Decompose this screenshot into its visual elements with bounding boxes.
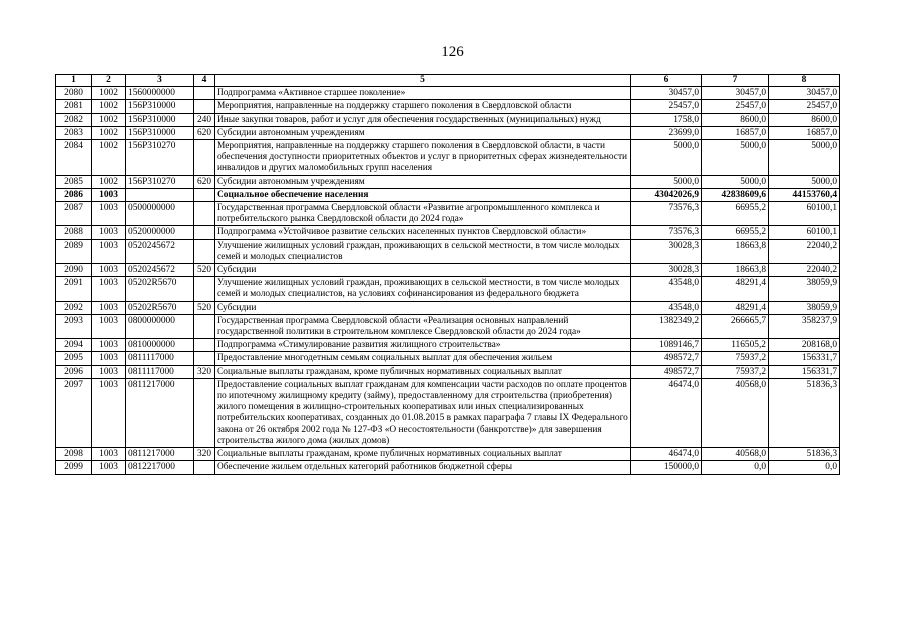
row-number-cell: 2088 [56, 226, 92, 239]
expense-type-cell: 240 [194, 113, 215, 126]
row-number-cell: 2083 [56, 126, 92, 139]
section-code-cell: 1003 [92, 339, 126, 352]
expense-type-cell: 320 [194, 365, 215, 378]
section-code-cell: 1003 [92, 239, 126, 263]
amount-year1-cell: 150000,0 [631, 461, 702, 474]
section-code-cell: 1002 [92, 100, 126, 113]
table-row [56, 277, 840, 301]
amount-year3-cell: 51836,3 [769, 448, 840, 461]
amount-year3-cell: 30457,0 [769, 87, 840, 100]
target-article-cell: 0520000000 [126, 226, 194, 239]
amount-year3-cell: 25457,0 [769, 100, 840, 113]
row-number-cell: 2093 [56, 314, 92, 338]
amount-year3-cell: 0,0 [769, 461, 840, 474]
amount-year3-cell: 51836,3 [769, 378, 840, 447]
expense-type-cell [194, 352, 215, 365]
target-article-cell: 0810000000 [126, 339, 194, 352]
amount-year2-cell: 5000,0 [702, 140, 769, 176]
section-code-cell: 1003 [92, 448, 126, 461]
section-code-cell: 1003 [92, 461, 126, 474]
amount-year1-cell: 43548,0 [631, 301, 702, 314]
item-name-cell: Субсидии [215, 264, 631, 277]
item-name-cell: Социальные выплаты гражданам, кроме публичных нормативных социальных выплат [215, 365, 631, 378]
amount-year3-cell: 5000,0 [769, 140, 840, 176]
item-name-cell: Улучшение жилищных условий граждан, проживающих в сельской местности, в том числе молодых семей и молодых специалистов, на условиях софинансирования из федерального бюджета [215, 277, 631, 301]
column-header: 7 [702, 75, 769, 87]
target-article-cell: 0811217000 [126, 378, 194, 447]
amount-year2-cell: 5000,0 [702, 175, 769, 188]
section-code-cell: 1003 [92, 226, 126, 239]
item-name-cell: Предоставление многодетным семьям социальных выплат для обеспечения жильем [215, 352, 631, 365]
table-row [56, 113, 840, 126]
expense-type-cell: 320 [194, 448, 215, 461]
section-code-cell: 1002 [92, 140, 126, 176]
amount-year2-cell: 0,0 [702, 461, 769, 474]
target-article-cell: 0520245672 [126, 264, 194, 277]
amount-year2-cell: 40568,0 [702, 448, 769, 461]
column-header: 8 [769, 75, 840, 87]
amount-year2-cell: 66955,2 [702, 226, 769, 239]
row-number-cell: 2089 [56, 239, 92, 263]
amount-year2-cell: 116505,2 [702, 339, 769, 352]
row-number-cell: 2097 [56, 378, 92, 447]
page-number: 126 [441, 44, 464, 60]
amount-year2-cell: 75937,2 [702, 365, 769, 378]
row-number-cell: 2080 [56, 87, 92, 100]
amount-year2-cell: 266665,7 [702, 314, 769, 338]
budget-table [55, 74, 840, 475]
table-row [56, 339, 840, 352]
amount-year2-cell: 30457,0 [702, 87, 769, 100]
amount-year1-cell: 1089146,7 [631, 339, 702, 352]
column-header: 5 [215, 75, 631, 87]
amount-year3-cell: 22040,2 [769, 264, 840, 277]
item-name-cell: Социальные выплаты гражданам, кроме публичных нормативных социальных выплат [215, 448, 631, 461]
amount-year3-cell: 38059,9 [769, 301, 840, 314]
target-article-cell: 156P310270 [126, 140, 194, 176]
amount-year3-cell: 156331,7 [769, 365, 840, 378]
item-name-cell: Государственная программа Свердловской области «Развитие агропромышленного комплекса и потребительского рынка Свердловской области до 2024 года» [215, 202, 631, 226]
target-article-cell: 0520245672 [126, 239, 194, 263]
expense-type-cell [194, 314, 215, 338]
target-article-cell: 0811117000 [126, 352, 194, 365]
expense-type-cell [194, 339, 215, 352]
amount-year3-cell: 60100,1 [769, 202, 840, 226]
amount-year1-cell: 23699,0 [631, 126, 702, 139]
row-number-cell: 2082 [56, 113, 92, 126]
amount-year2-cell: 18663,8 [702, 264, 769, 277]
item-name-cell: Иные закупки товаров, работ и услуг для обеспечения государственных (муниципальных) нужд [215, 113, 631, 126]
target-article-cell: 0812217000 [126, 461, 194, 474]
row-number-cell: 2091 [56, 277, 92, 301]
table-row [56, 126, 840, 139]
target-article-cell: 156P310270 [126, 175, 194, 188]
amount-year1-cell: 30028,3 [631, 239, 702, 263]
expense-type-cell [194, 461, 215, 474]
target-article-cell: 156P310000 [126, 126, 194, 139]
table-body [56, 87, 840, 474]
column-header: 3 [126, 75, 194, 87]
row-number-cell: 2094 [56, 339, 92, 352]
expense-type-cell [194, 239, 215, 263]
amount-year3-cell: 22040,2 [769, 239, 840, 263]
item-name-cell: Социальное обеспечение населения [215, 188, 631, 201]
amount-year2-cell: 40568,0 [702, 378, 769, 447]
amount-year3-cell: 208168,0 [769, 339, 840, 352]
row-number-cell: 2098 [56, 448, 92, 461]
column-header: 6 [631, 75, 702, 87]
amount-year2-cell: 16857,0 [702, 126, 769, 139]
item-name-cell: Предоставление социальных выплат гражданам для компенсации части расходов по оплате процентов по ипотечному жилищному кредиту (займу), предоставленному для строительства (приобретения) жилого помещения в жилищно-строительных кооперативах или иных специализированных потребительских кооперативах, созданных до 01.08.2015 в рамках параграфа 7 главы IX Федерального закона от 26 октября 2002 года № 127-ФЗ «О несостоятельности (банкротстве)» для завершения строительства жилого дома (жилых домов) [215, 378, 631, 447]
amount-year1-cell: 30028,3 [631, 264, 702, 277]
target-article-cell: 05202R5670 [126, 301, 194, 314]
section-code-cell: 1002 [92, 87, 126, 100]
amount-year1-cell: 1382349,2 [631, 314, 702, 338]
table-row [56, 100, 840, 113]
amount-year3-cell: 16857,0 [769, 126, 840, 139]
row-number-cell: 2085 [56, 175, 92, 188]
amount-year3-cell: 60100,1 [769, 226, 840, 239]
amount-year1-cell: 5000,0 [631, 140, 702, 176]
amount-year3-cell: 358237,9 [769, 314, 840, 338]
table-header-row [56, 75, 840, 87]
row-number-cell: 2087 [56, 202, 92, 226]
item-name-cell: Подпрограмма «Устойчивое развитие сельских населенных пунктов Свердловской области» [215, 226, 631, 239]
expense-type-cell [194, 226, 215, 239]
amount-year1-cell: 1758,0 [631, 113, 702, 126]
amount-year2-cell: 42838609,6 [702, 188, 769, 201]
table-row [56, 314, 840, 338]
row-number-cell: 2095 [56, 352, 92, 365]
target-article-cell: 0811117000 [126, 365, 194, 378]
section-code-cell: 1003 [92, 314, 126, 338]
table-row [56, 202, 840, 226]
section-code-cell: 1003 [92, 202, 126, 226]
expense-type-cell [194, 140, 215, 176]
column-header: 2 [92, 75, 126, 87]
expense-type-cell: 620 [194, 126, 215, 139]
target-article-cell: 05202R5670 [126, 277, 194, 301]
item-name-cell: Подпрограмма «Активное старшее поколение» [215, 87, 631, 100]
expense-type-cell: 520 [194, 301, 215, 314]
row-number-cell: 2081 [56, 100, 92, 113]
table-row [56, 175, 840, 188]
table-row [56, 264, 840, 277]
table-row [56, 226, 840, 239]
item-name-cell: Субсидии [215, 301, 631, 314]
row-number-cell: 2096 [56, 365, 92, 378]
item-name-cell: Субсидии автономным учреждениям [215, 126, 631, 139]
expense-type-cell [194, 188, 215, 201]
column-header: 1 [56, 75, 92, 87]
section-code-cell: 1003 [92, 365, 126, 378]
amount-year1-cell: 73576,3 [631, 226, 702, 239]
amount-year1-cell: 30457,0 [631, 87, 702, 100]
amount-year1-cell: 46474,0 [631, 448, 702, 461]
amount-year3-cell: 38059,9 [769, 277, 840, 301]
section-code-cell: 1003 [92, 301, 126, 314]
target-article-cell: 0800000000 [126, 314, 194, 338]
item-name-cell: Обеспечение жильем отдельных категорий работников бюджетной сферы [215, 461, 631, 474]
amount-year2-cell: 25457,0 [702, 100, 769, 113]
table-row [56, 188, 840, 201]
table-row [56, 301, 840, 314]
amount-year1-cell: 498572,7 [631, 365, 702, 378]
expense-type-cell [194, 202, 215, 226]
expense-type-cell [194, 100, 215, 113]
amount-year1-cell: 46474,0 [631, 378, 702, 447]
row-number-cell: 2084 [56, 140, 92, 176]
expense-type-cell [194, 378, 215, 447]
row-number-cell: 2086 [56, 188, 92, 201]
item-name-cell: Мероприятия, направленные на поддержку старшего поколения в Свердловской области [215, 100, 631, 113]
amount-year2-cell: 66955,2 [702, 202, 769, 226]
target-article-cell: 0811217000 [126, 448, 194, 461]
amount-year1-cell: 5000,0 [631, 175, 702, 188]
item-name-cell: Улучшение жилищных условий граждан, проживающих в сельской местности, в том числе молодых семей и молодых специалистов [215, 239, 631, 263]
amount-year1-cell: 43042026,9 [631, 188, 702, 201]
column-header: 4 [194, 75, 215, 87]
table-row [56, 239, 840, 263]
amount-year2-cell: 8600,0 [702, 113, 769, 126]
item-name-cell: Мероприятия, направленные на поддержку старшего поколения в Свердловской области, в части обеспечения доступности приоритетных объектов и услуг в приоритетных сферах жизнедеятельности инвалидов и других маломобильных групп населения [215, 140, 631, 176]
table-row [56, 461, 840, 474]
section-code-cell: 1003 [92, 188, 126, 201]
item-name-cell: Субсидии автономным учреждениям [215, 175, 631, 188]
table-row [56, 87, 840, 100]
amount-year3-cell: 8600,0 [769, 113, 840, 126]
table-row [56, 365, 840, 378]
row-number-cell: 2092 [56, 301, 92, 314]
table-row [56, 448, 840, 461]
amount-year2-cell: 75937,2 [702, 352, 769, 365]
section-code-cell: 1003 [92, 352, 126, 365]
amount-year1-cell: 25457,0 [631, 100, 702, 113]
table-row [56, 140, 840, 176]
target-article-cell: 156P310000 [126, 100, 194, 113]
amount-year2-cell: 48291,4 [702, 277, 769, 301]
expense-type-cell [194, 87, 215, 100]
expense-type-cell: 620 [194, 175, 215, 188]
amount-year1-cell: 43548,0 [631, 277, 702, 301]
target-article-cell: 0500000000 [126, 202, 194, 226]
amount-year1-cell: 73576,3 [631, 202, 702, 226]
amount-year1-cell: 498572,7 [631, 352, 702, 365]
section-code-cell: 1002 [92, 113, 126, 126]
item-name-cell: Государственная программа Свердловской области «Реализация основных направлений государственной политики в строительном комплексе Свердловской области до 2024 года» [215, 314, 631, 338]
amount-year2-cell: 48291,4 [702, 301, 769, 314]
table-row [56, 352, 840, 365]
table-row [56, 378, 840, 447]
target-article-cell: 1560000000 [126, 87, 194, 100]
item-name-cell: Подпрограмма «Стимулирование развития жилищного строительства» [215, 339, 631, 352]
expense-type-cell: 520 [194, 264, 215, 277]
row-number-cell: 2090 [56, 264, 92, 277]
target-article-cell: 156P310000 [126, 113, 194, 126]
section-code-cell: 1003 [92, 264, 126, 277]
amount-year2-cell: 18663,8 [702, 239, 769, 263]
target-article-cell [126, 188, 194, 201]
section-code-cell: 1002 [92, 175, 126, 188]
amount-year3-cell: 5000,0 [769, 175, 840, 188]
section-code-cell: 1003 [92, 378, 126, 447]
row-number-cell: 2099 [56, 461, 92, 474]
section-code-cell: 1003 [92, 277, 126, 301]
amount-year3-cell: 44153760,4 [769, 188, 840, 201]
expense-type-cell [194, 277, 215, 301]
section-code-cell: 1002 [92, 126, 126, 139]
amount-year3-cell: 156331,7 [769, 352, 840, 365]
